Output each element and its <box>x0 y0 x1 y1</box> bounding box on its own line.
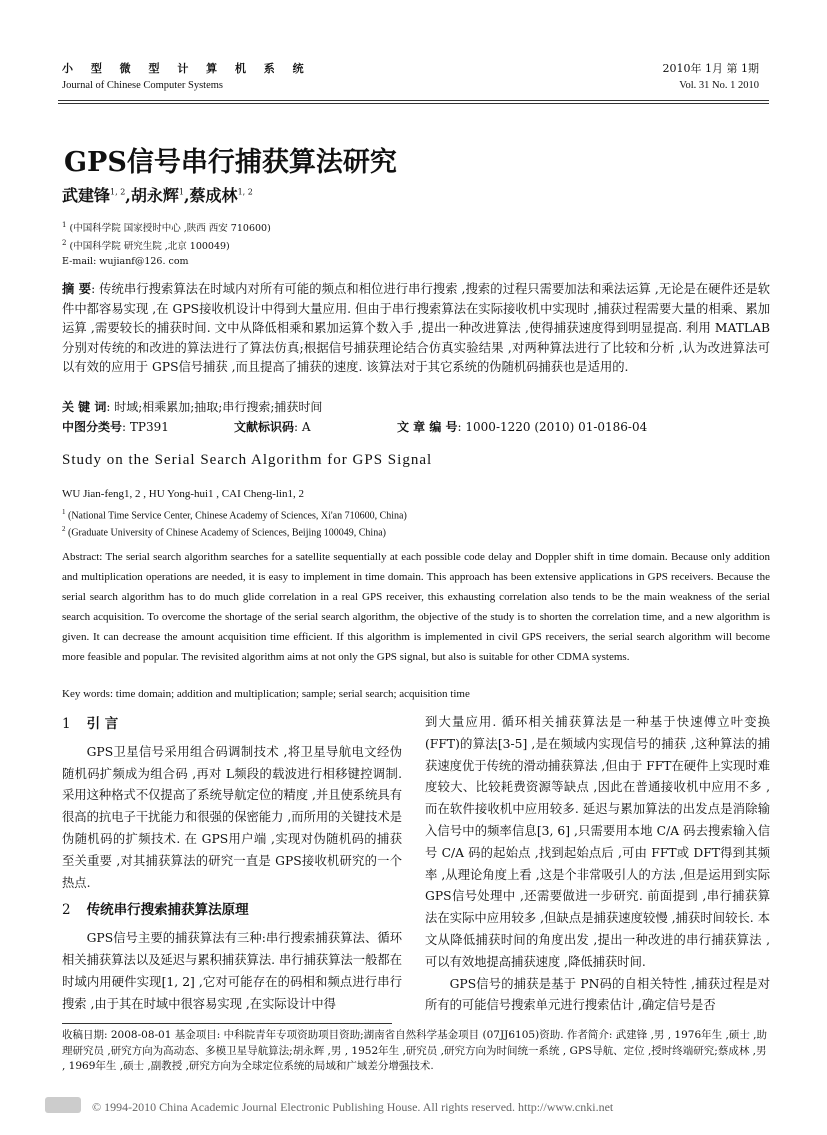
article-id-label: 文 章 编 号 <box>397 420 458 434</box>
keywords-cn <box>62 398 322 415</box>
author-sup: 1 <box>178 187 184 197</box>
copyright-line: © 1994-2010 China Academic Journal Electronic Publishing House. All rights reserved. http://www.cnki.net <box>92 1100 614 1114</box>
section-title: 传统串行搜索捕获算法原理 <box>86 902 249 919</box>
keywords-text: : 时域;相乘累加;抽取;串行搜索;捕获时间 <box>106 400 323 414</box>
footnote-rule <box>62 1023 392 1024</box>
authors-en: WU Jian-feng1, 2 , HU Yong-hui1 , CAI Cheng-lin1, 2 <box>62 488 304 500</box>
author-name: 胡永辉 <box>130 186 179 205</box>
author-name: 武建锋 <box>62 186 111 205</box>
right-column <box>425 712 770 1017</box>
paragraph: GPS信号主要的捕获算法有三种:串行搜索捕获算法、循环相关捕获算法以及延迟与累积捕获算法. 串行捕获算法一般都在时域内用硬件实现[1, 2] ,它对可能存在的码相和频点进行串行搜索 ,由于其在时域中很容易实现 ,在实际设计中得 <box>62 931 402 1011</box>
paragraph: GPS信号的捕获是基于 PN码的自相关特性 ,捕获过程是对所有的可能信号搜索单元进行搜索估计 ,确定信号是否 <box>425 976 770 1013</box>
left-column <box>62 714 402 1015</box>
aff-sup: 2 <box>62 525 66 533</box>
paper-title-en: Study on the Serial Search Algorithm for GPS Signal <box>62 452 433 468</box>
section-number: 2 <box>62 902 71 919</box>
aff-text: (National Time Service Center, Chinese Academy of Sciences, Xi'an 710600, China) <box>68 510 407 522</box>
cnki-logo-icon <box>45 1097 81 1113</box>
abstract-en: Abstract: The serial search algorithm searches for a satellite sequentially at each possible code delay and Doppler shift in time domain. Because only addition and multiplication operations are needed, it is easy to implement in time domain. This approach has been extensive applications in GPS receivers. Because the serial search algorithm has to do much glide correlation in a real GPS receiver, this exhausting correlation also tends to be the main weakness of the serial search acquisition. To overcome the shortage of the serial search algorithm, the objective of the study is to shorten the correlation time, and a new algorithm is given. It can decrease the amount acquisition time efficient. If this algorithm is implemented in civil GPS receivers, the serial search algorithm will become more feasible and popular. The revisited algorithm aims at not only the GPS signal, but also is suitable for other CDMA systems. <box>62 551 770 663</box>
paragraph: 到大量应用. 循环相关捕获算法是一种基于快速傅立叶变换(FFT)的算法[3-5] ,是在频域内实现信号的捕获 ,这种算法的捕获速度优于传统的滑动捕获算法 ,但由于 FFT在硬件上实现时难度较大、比较耗费资源等缺点 ,因此在普通接收机中应用不多 ,而在软件接收机中应用较多. 延迟与累加算法的出发点是消除输入信号中的频率信息[3, 6] ,只需要用本地 C/A 码去搜索输入信号 C/A 码的起始点 ,找到起始点后 ,可由 FFT或 DFT得到其频率 ,从理论角度上看 ,这是个非常吸引人的方法 ,但是运用到实际 GPS信号处理中 ,还需要做进一步研究. 前面提到 ,串行捕获算法在实际中应用较多 ,但缺点是捕获速度较慢 ,捕获时间较长. 本文从降低捕获时间的角度出发 ,提出一种改进的串行捕获算法 ,可以有效地提高捕获速度 ,降低捕获时间. <box>425 715 770 969</box>
abstract-cn <box>62 279 770 378</box>
issue-info: 2010年 1月 第 1期 <box>662 62 759 75</box>
doc-code-value: : A <box>294 420 311 434</box>
affiliation-cn <box>62 220 271 234</box>
aff-text: (中国科学院 研究生院 ,北京 100049) <box>69 241 230 252</box>
abstract-label: 摘 要 <box>62 281 92 296</box>
clc-value: : TP391 <box>122 420 169 434</box>
aff-text: (Graduate University of Chinese Academy of Sciences, Beijing 100049, China) <box>68 527 386 539</box>
abstract-text: : 传统串行搜索算法在时域内对所有可能的频点和相位进行串行搜索 ,搜索的过程只需要加法和乘法运算 ,无论是在硬件还是软件中都容易实现 ,在 GPS接收机设计中得到大量应用. 但由于串行搜索算法在实际接收机中实现时 ,捕获过程需要大量的相乘、累加运算 ,需要较长的捕获时间. 文中从降低相乘和累加运算个数入手 ,提出一种改进算法 ,使得捕获速度得到明显提高. 利用 MATLAB分别对传统的和改进的算法进行了算法仿真;根据信号捕获理论结合仿真实验结果 ,对两种算法进行了比较和分析 ,认为改进算法可以有效的应用于 GPS信号捕获 ,而且提高了捕获的速度. 该算法对于其它系统的伪随机码捕获也是适用的. <box>62 282 770 374</box>
authors-cn: 武建锋$^{1, 2}$,胡永辉$^1$,蔡成林$^{1, 2}$ <box>62 186 253 205</box>
section-title: 引 言 <box>86 716 119 732</box>
aff-sup: 1 <box>62 508 66 516</box>
author-name: 蔡成林 <box>189 186 238 205</box>
keywords-en: Key words: time domain; addition and multiplication; sample; serial search; acquisition time <box>62 688 470 700</box>
aff-text: (中国科学院 国家授时中心 ,陕西 西安 710600) <box>69 223 271 234</box>
journal-name-en: Journal of Chinese Computer Systems <box>62 80 223 91</box>
footnote: 收稿日期: 2008-08-01 基金项目: 中科院青年专项资助项目资助;湖南省自然科学基金项目 (07JJ6105)资助. 作者简介: 武建锋 ,男 , 1976年生 ,硕士 ,助理研究员 ,研究方向为高动态、多模卫星导航算法;胡永辉 ,男 , 1952年生 ,研究员 ,研究方向为时间统一系统 , GPS导航、定位 ,授时终端研究;蔡成林 ,男 , 1969年生 ,硕士 ,副教授 ,研究方向为全球定位系统的局域和广域差分增强技术. <box>62 1029 768 1072</box>
author-email: E-mail: wujianf@126. com <box>62 256 189 267</box>
aff-sup: 2 <box>62 238 67 247</box>
section-heading <box>62 900 402 922</box>
paper-title-cn: GPS信号串行捕获算法研究 <box>64 147 397 178</box>
affiliation-en <box>62 525 386 538</box>
keywords-label: 关 键 词 <box>62 400 107 414</box>
journal-name-cn: 小 型 微 型 计 算 机 系 统 <box>62 62 311 75</box>
section-heading <box>62 714 402 736</box>
doc-code-label: 文献标识码 <box>234 420 295 434</box>
affiliation-cn <box>62 238 230 252</box>
header-rule-2 <box>58 103 769 104</box>
volume-info: Vol. 31 No. 1 2010 <box>679 80 759 91</box>
header-rule <box>58 100 769 101</box>
author-sup: 1, 2 <box>110 187 126 197</box>
affiliation-en <box>62 508 407 521</box>
clc-label: 中图分类号 <box>62 420 123 434</box>
paragraph: GPS卫星信号采用组合码调制技术 ,将卫星导航电文经伪随机码扩频成为组合码 ,再对 L频段的载波进行相移键控调制. 采用这种格式不仅提高了系统导航定位的精度 ,并且使系统具有很高的抗电子干扰能力和很强的保密能力 ,而所用的关键技术是伪随机码的扩频技术. 在 GPS用户端 ,实现对伪随机码的捕获至关重要 ,对其捕获算法的研究一直是 GPS接收机研究的一个热点. <box>62 744 402 890</box>
aff-sup: 1 <box>62 220 67 229</box>
article-id-value: : 1000-1220 (2010) 01-0186-04 <box>457 420 648 434</box>
author-sup: 1, 2 <box>237 187 253 197</box>
section-number: 1 <box>62 716 71 732</box>
